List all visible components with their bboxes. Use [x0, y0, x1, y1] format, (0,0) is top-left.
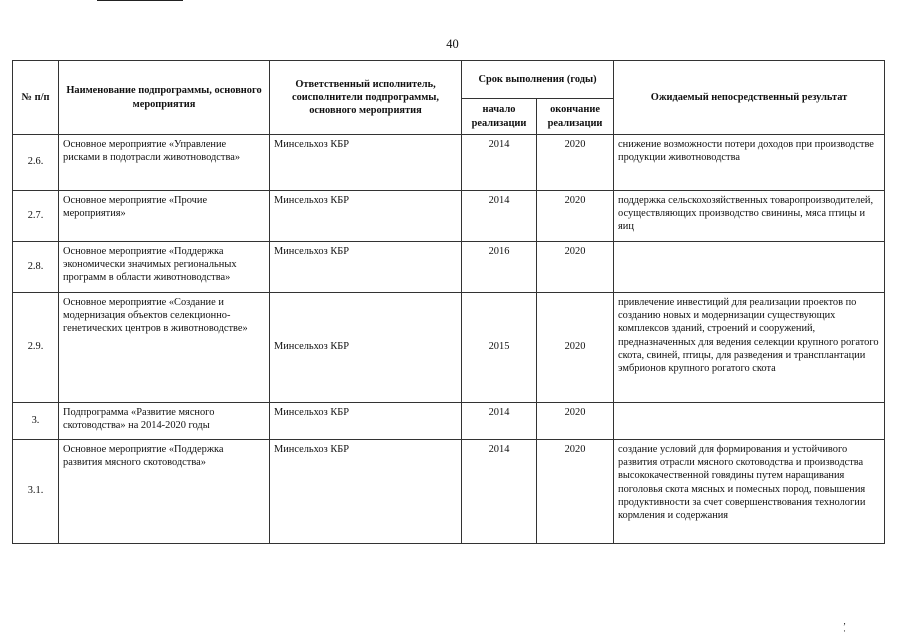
row-activity-name: Основное мероприятие «Создание и модернизация объектов селекционно-генетических центров в животноводстве» [59, 293, 270, 403]
row-activity-name: Основное мероприятие «Поддержка экономически значимых региональных программ в области животноводства» [59, 242, 270, 293]
table-row [13, 135, 885, 191]
row-expected-result: привлечение инвестиций для реализации проектов по созданию новых и модернизации существующих комплексов зданий, строений и сооружений, предназначенных для ведения селекции крупного рогатого скота, свиней, птицы, для разведения и трансплантации эмбрионов крупного рогатого скота [614, 293, 885, 403]
row-start-year: 2014 [462, 403, 537, 440]
header-num: № п/п [13, 61, 59, 135]
row-activity-name: Основное мероприятие «Прочие мероприятия» [59, 191, 270, 242]
header-result: Ожидаемый непосредственный результат [614, 61, 885, 135]
row-expected-result: поддержка сельскохозяйственных товаропроизводителей, осуществляющих производство свинины, мяса птицы и яиц [614, 191, 885, 242]
row-expected-result [614, 242, 885, 293]
program-table [12, 60, 885, 544]
row-executor: Минсельхоз КБР [270, 403, 462, 440]
row-expected-result: создание условий для формирования и устойчивого развития отрасли мясного скотоводства и производства высококачественной говядины путем наращивания поголовья скота мясных и помесных пород, повышения продуктивности за счет совершенствования технологии кормления и содержания [614, 440, 885, 544]
row-start-year: 2016 [462, 242, 537, 293]
table-row [13, 293, 885, 403]
header-period: Срок выполнения (годы) [462, 61, 614, 99]
row-end-year: 2020 [537, 403, 614, 440]
row-activity-name: Основное мероприятие «Поддержка развития мясного скотоводства» [59, 440, 270, 544]
row-number: 2.9. [13, 293, 59, 403]
row-end-year: 2020 [537, 440, 614, 544]
row-end-year: 2020 [537, 191, 614, 242]
row-end-year: 2020 [537, 293, 614, 403]
header-end: окончание реализации [537, 99, 614, 135]
row-expected-result [614, 403, 885, 440]
row-start-year: 2015 [462, 293, 537, 403]
row-end-year: 2020 [537, 135, 614, 191]
row-start-year: 2014 [462, 191, 537, 242]
table-row [13, 242, 885, 293]
row-number: 2.8. [13, 242, 59, 293]
row-executor: Минсельхоз КБР [270, 242, 462, 293]
row-number: 3.1. [13, 440, 59, 544]
row-number: 2.6. [13, 135, 59, 191]
row-executor: Минсельхоз КБР [270, 135, 462, 191]
row-expected-result: снижение возможности потери доходов при производстве продукции животноводства [614, 135, 885, 191]
row-activity-name: Подпрограмма «Развитие мясного скотоводства» на 2014-2020 годы [59, 403, 270, 440]
top-rule [97, 0, 183, 1]
row-activity-name: Основное мероприятие «Управление рисками в подотрасли животноводства» [59, 135, 270, 191]
page-number: 40 [446, 37, 459, 51]
row-number: 2.7. [13, 191, 59, 242]
row-end-year: 2020 [537, 242, 614, 293]
row-start-year: 2014 [462, 440, 537, 544]
row-executor: Минсельхоз КБР [270, 293, 462, 403]
header-name: Наименование подпрограммы, основного мероприятия [59, 61, 270, 135]
row-start-year: 2014 [462, 135, 537, 191]
header-executor: Ответственный исполнитель, соисполнители подпрограммы, основного мероприятия [270, 61, 462, 135]
row-executor: Минсельхоз КБР [270, 191, 462, 242]
row-executor: Минсельхоз КБР [270, 440, 462, 544]
table-row [13, 403, 885, 440]
header-start: начало реализации [462, 99, 537, 135]
row-number: 3. [13, 403, 59, 440]
table-row [13, 440, 885, 544]
footer-marks: ‚ · [843, 616, 872, 636]
table-row [13, 191, 885, 242]
